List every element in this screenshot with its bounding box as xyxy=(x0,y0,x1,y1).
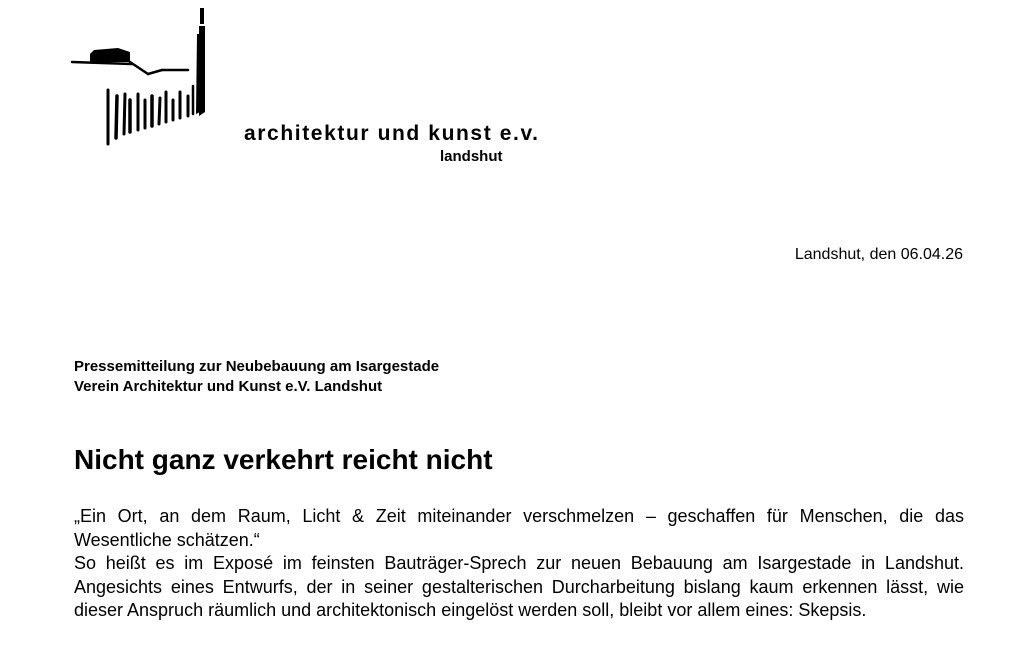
press-release-subject: Pressemitteilung zur Neubebauung am Isargestade xyxy=(74,358,440,375)
body-text xyxy=(74,505,964,623)
body-paragraph: So heißt es im Exposé im feinsten Bauträger-Sprech zur neuen Bebauung am Isargestade in Landshut. Angesichts eines Entwurfs, der in seiner gestalterischen Durcharbeitung bislang kaum erkennen lässt, wie dieser Anspruch räumlich und architektonisch eingelöst werden soll, bleibt vor allem eines: Skepsis. xyxy=(74,553,964,620)
building-sketch-logo-icon xyxy=(68,4,218,154)
press-release-header xyxy=(74,357,439,397)
document-date: Landshut, den 06.04.26 xyxy=(794,246,963,263)
body-quote: „Ein Ort, an dem Raum, Licht & Zeit miteinander verschmelzen – geschaffen für Menschen, die das Wesentliche schätzen.“ xyxy=(74,506,964,550)
organization-city: landshut xyxy=(440,148,503,165)
press-release-issuer: Verein Architektur und Kunst e.V. Landshut xyxy=(74,378,383,395)
headline: Nicht ganz verkehrt reicht nicht xyxy=(74,444,493,475)
organization-name: architektur und kunst e.v. xyxy=(244,122,540,145)
